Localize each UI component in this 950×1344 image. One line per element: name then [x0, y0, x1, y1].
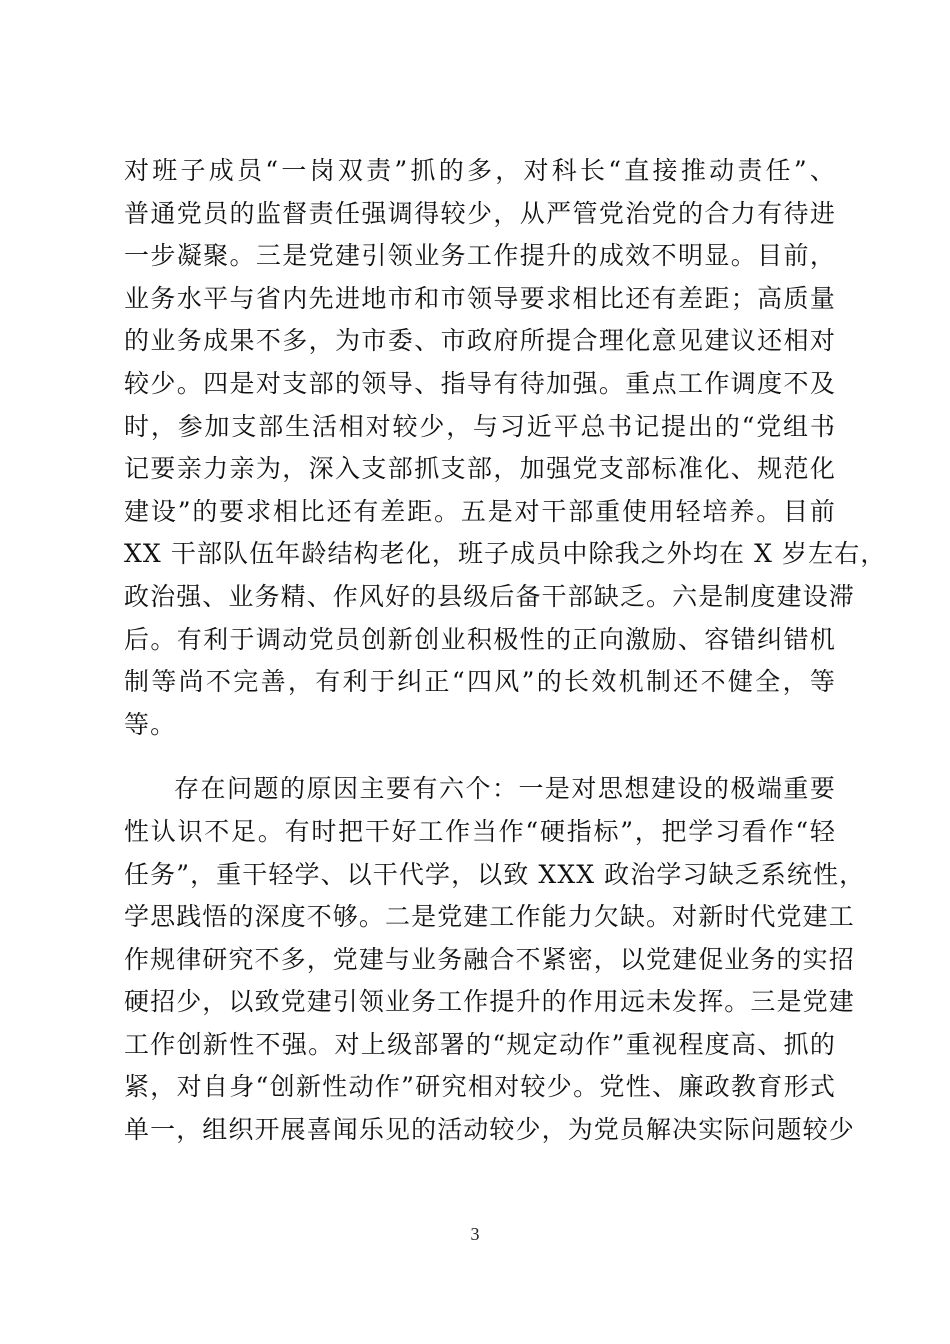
body-text [124, 150, 887, 1152]
text-line: 后。有利于调动党员创新创业积极性的正向激励、容错纠错机 [124, 624, 836, 654]
text-line: 任务”，重干轻学、以干代学，以致 XXX 政治学习缺乏系统性， [124, 859, 866, 889]
text-line: 较少。四是对支部的领导、指导有待加强。重点工作调度不及 [124, 368, 836, 398]
text-line: 建设”的要求相比还有差距。五是对干部重使用轻培养。目前 [124, 496, 836, 526]
text-line: 业务水平与省内先进地市和市领导要求相比还有差距；高质量 [124, 283, 836, 313]
text-line: 单一，组织开展喜闻乐见的活动较少，为党员解决实际问题较少 [124, 1115, 855, 1145]
text-line: 的业务成果不多，为市委、市政府所提合理化意见建议还相对 [124, 326, 836, 356]
text-line: 存在问题的原因主要有六个：一是对思想建设的极端重要 [174, 774, 836, 804]
paragraph-2 [124, 768, 866, 1151]
text-line: 性认识不足。有时把干好工作当作“硬指标”，把学习看作“轻 [124, 816, 836, 846]
text-line: 对班子成员“一岗双责”抓的多，对科长“直接推动责任”、 [124, 156, 836, 185]
text-line: 工作创新性不强。对上级部署的“规定动作”重视程度高、抓的 [124, 1029, 836, 1059]
text-line: 一步凝聚。三是党建引领业务工作提升的成效不明显。目前， [124, 241, 836, 271]
text-line: 作规律研究不多，党建与业务融合不紧密，以党建促业务的实招 [124, 944, 855, 974]
text-line: XX 干部队伍年龄结构老化，班子成员中除我之外均在 X 岁左右， [124, 539, 887, 569]
text-line: 紧，对自身“创新性动作”研究相对较少。党性、廉政教育形式 [124, 1072, 836, 1102]
text-line: 时，参加支部生活相对较少，与习近平总书记提出的“党组书 [124, 411, 836, 441]
text-line: 等。 [124, 709, 177, 739]
text-line: 学思践悟的深度不够。二是党建工作能力欠缺。对新时代党建工 [124, 902, 855, 932]
paragraph-spacer [124, 746, 836, 768]
text-line: 记要亲力亲为，深入支部抓支部，加强党支部标准化、规范化 [124, 454, 836, 484]
page-number: 3 [470, 1224, 480, 1244]
paragraph-1 [124, 150, 887, 746]
text-line: 硬招少，以致党建引领业务工作提升的作用远未发挥。三是党建 [124, 987, 855, 1017]
text-line: 政治强、业务精、作风好的县级后备干部缺乏。六是制度建设滞 [124, 581, 855, 611]
text-line: 制等尚不完善，有利于纠正“四风”的长效机制还不健全，等 [124, 667, 836, 697]
text-line: 普通党员的监督责任强调得较少，从严管党治党的合力有待进 [124, 198, 836, 228]
